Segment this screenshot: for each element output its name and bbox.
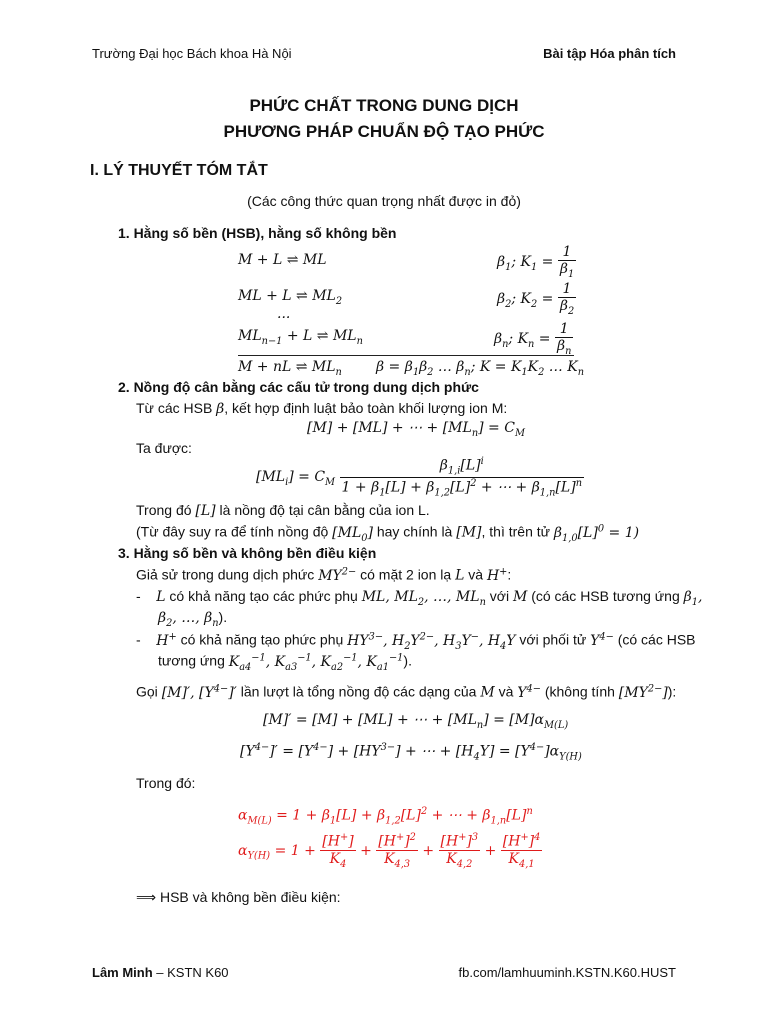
- equation-n-constants: $\beta_n$; $K_n$ = $\frac{1}{\beta_n}$: [494, 321, 572, 357]
- equation-total: M + nL ⇌ $ML_n$: [238, 359, 342, 378]
- alpha-yh-formula: $\alpha_{Y(H)} = 1$ + $\frac{[H^+]}{K_4}$ + $\frac{[H^+]^2}{K_{4,3}}$ + $\frac{[H^+]^3}{K_{4,2}}$ + $\frac{[H^+]^4}{K_{4,1}}$: [238, 832, 541, 870]
- header-school: Trường Đại học Bách khoa Hà Nội: [92, 46, 292, 61]
- title-line-1: PHỨC CHẤT TRONG DUNG DỊCH: [249, 96, 519, 115]
- mass-balance-equation: [M] + [ML] + ⋯ + $[ML_n] = C_M$: [307, 420, 525, 439]
- equation-1: M + L ⇌ ML: [238, 252, 327, 268]
- bullet-1-cont: $\beta_2$, …, $\beta_n$).: [158, 609, 228, 629]
- item-3-heading: 3. Hằng số bền và không bền điều kiện: [118, 545, 377, 561]
- equation-2-constants: $\beta_2$; $K_2$ = $\frac{1}{\beta_2}$: [497, 281, 575, 317]
- item-2-heading: 2. Nồng độ cân bằng các cấu tử trong dung dịch phức: [118, 379, 479, 395]
- header-course: Bài tập Hóa phân tích: [543, 46, 676, 61]
- item-2-text-3: Trong đó [L] là nồng độ tại cân bằng của ion L.: [136, 502, 430, 519]
- equation-2: ML + L ⇌ $ML_2$: [238, 288, 343, 307]
- goi-text: Gọi [M]′, $[Y^{4-}]'$ lần lượt là tổng nồng độ các dạng của M và $Y^{4-}$ (không tính $[MY^{2-}]$):: [136, 683, 677, 701]
- equation-1-constants: $\beta_1$; $K_1$ = $\frac{1}{\beta_1}$: [497, 244, 575, 280]
- conditional-y-equation: $[Y^{4-}]' = [Y^{4-}] + [HY^{3-}]$ + ⋯ + $[H_4Y] = [Y^{4-}]\alpha_{Y(H)}$: [240, 742, 582, 763]
- footer-link[interactable]: fb.com/lamhuuminh.KSTN.K60.HUST: [458, 965, 676, 980]
- bullet-1: - L có khả năng tạo các phức phụ ML, $ML_2$, …, $ML_n$ với M (có các HSB tương ứng $\beta_1$,: [136, 588, 703, 608]
- equation-n: $ML_{n-1} + L$ ⇌ $ML_n$: [238, 328, 363, 347]
- summation-line: [238, 355, 574, 356]
- item-2-text-4: (Từ đây suy ra để tính nồng độ $[ML_0]$ hay chính là [M], thì trên tử $\beta_{1,0}[L]^0 = 1$): [136, 523, 640, 544]
- equation-dots: ...: [277, 306, 291, 322]
- conclusion-text: ⟹ HSB và không bền điều kiện:: [136, 889, 341, 905]
- equation-total-constants: $\beta = \beta_1\beta_2$ … $\beta_n$; $K = K_1K_2$ … $K_n$: [376, 359, 585, 378]
- bullet-2-cont: tương ứng $K_{a4}^{-1}$, $K_{a3}^{-1}$, $K_{a2}^{-1}$, $K_{a1}^{-1}$).: [158, 652, 412, 673]
- trong-do: Trong đó:: [136, 775, 196, 791]
- equilibrium-concentration-formula: $[ML_i] = C_M$ $\frac{\beta_{1,i}[L]^i}{1 + \beta_1[L] + \beta_{1,2}[L]^2 + \cdots + \beta_{1,n}[L]^n}$: [256, 456, 583, 499]
- bullet-2: - H+ có khả năng tạo phức phụ $HY^{3-}$, $H_2Y^{2-}$, $H_3Y^-$, $H_4Y$ với phối tử $Y^{4-}$ (có các HSB: [136, 631, 696, 652]
- footer-author: Lâm Minh – KSTN K60: [92, 965, 229, 980]
- item-2-text-1: Từ các HSB β, kết hợp định luật bảo toàn khối lượng ion M:: [136, 400, 508, 417]
- item-1-heading: 1. Hằng số bền (HSB), hằng số không bền: [118, 225, 397, 241]
- alpha-ml-formula: $\alpha_{M(L)} = 1 + \beta_1[L] + \beta_{1,2}[L]^2$ + ⋯ + $\beta_{1,n}[L]^n$: [238, 806, 533, 827]
- conditional-m-equation: [M]′ = [M] + [ML] + ⋯ + $[ML_n] = [M]\alpha_{M(L)}$: [263, 712, 569, 731]
- title-line-2: PHƯƠNG PHÁP CHUẨN ĐỘ TẠO PHỨC: [223, 122, 545, 141]
- item-2-text-2: Ta được:: [136, 440, 192, 456]
- section-heading: I. LÝ THUYẾT TÓM TẮT: [90, 162, 268, 179]
- section-note: (Các công thức quan trọng nhất được in đỏ): [247, 193, 521, 209]
- item-3-text-1: Giả sử trong dung dịch phức $MY^{2-}$ có mặt 2 ion lạ L và H+:: [136, 566, 512, 584]
